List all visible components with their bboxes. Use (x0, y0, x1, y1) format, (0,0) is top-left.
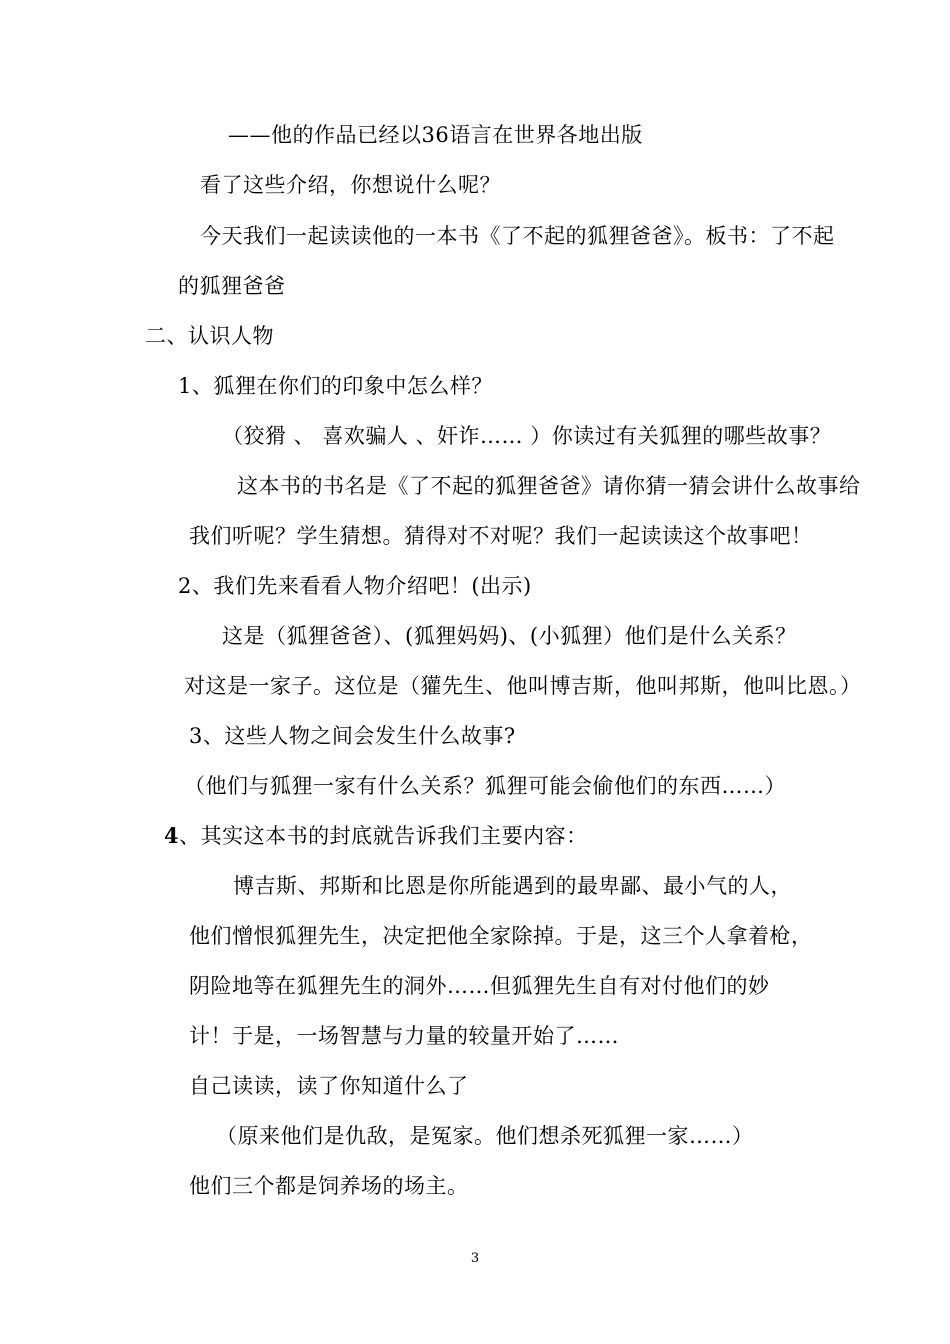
text-line-6: 1、狐狸在你们的印象中怎么样？ (178, 374, 493, 398)
page-number: 3 (470, 1251, 480, 1266)
text-line-18: 阴险地等在狐狸先生的洞外……但狐狸先生自有对付他们的妙 (189, 974, 770, 998)
text-line-1: ——他的作品已经以36语言在世界各地出版 (228, 123, 643, 147)
text-line-8: 这本书的书名是《了不起的狐狸爸爸》请你猜一猜会讲什么故事给 (237, 474, 861, 498)
text-line-17: 他们憎恨狐狸先生，决定把他全家除掉。于是，这三个人拿着枪， (189, 924, 813, 948)
text-line-15-body: 、其实这本书的封底就告诉我们主要内容： (179, 824, 588, 848)
item-number-4: 4 (164, 823, 180, 848)
text-line-13: 3、这些人物之间会发生什么故事? (189, 724, 516, 748)
section-heading: 二、认识人物 (145, 324, 274, 348)
text-line-14: （他们与狐狸一家有什么关系？狐狸可能会偷他们的东西……） (184, 774, 786, 798)
text-line-9: 我们听呢？学生猜想。猜得对不对呢？我们一起读读这个故事吧！ (189, 524, 813, 548)
text-line-15 (164, 822, 588, 850)
text-line-12: 对这是一家子。这位是（獾先生、他叫博吉斯，他叫邦斯，他叫比恩。） (184, 674, 862, 698)
text-line-22: 他们三个都是饲养场的场主。 (189, 1174, 469, 1198)
text-line-11: 这是（狐狸爸爸）、(狐狸妈妈)、(小狐狸）他们是什么关系？ (222, 624, 797, 648)
text-line-10: 2、我们先来看看人物介绍吧！(出示) (178, 574, 532, 598)
text-line-7: （狡猾 、 喜欢骗人 、奸诈…… ）你读过有关狐狸的哪些故事？ (222, 424, 832, 448)
text-line-4: 的狐狸爸爸 (178, 274, 286, 298)
text-line-20: 自己读读，读了你知道什么了 (189, 1074, 469, 1098)
text-line-3: 今天我们一起读读他的一本书《了不起的狐狸爸爸》。板书：了不起 (200, 224, 835, 248)
text-line-19: 计！于是，一场智慧与力量的较量开始了…… (189, 1024, 619, 1048)
text-line-2: 看了这些介绍，你想说什么呢？ (200, 173, 501, 197)
text-line-21: （原来他们是仇敌，是冤家。他们想杀死狐狸一家……） (216, 1124, 754, 1148)
text-line-16: 博吉斯、邦斯和比恩是你所能遇到的最卑鄙、最小气的人， (233, 874, 792, 898)
